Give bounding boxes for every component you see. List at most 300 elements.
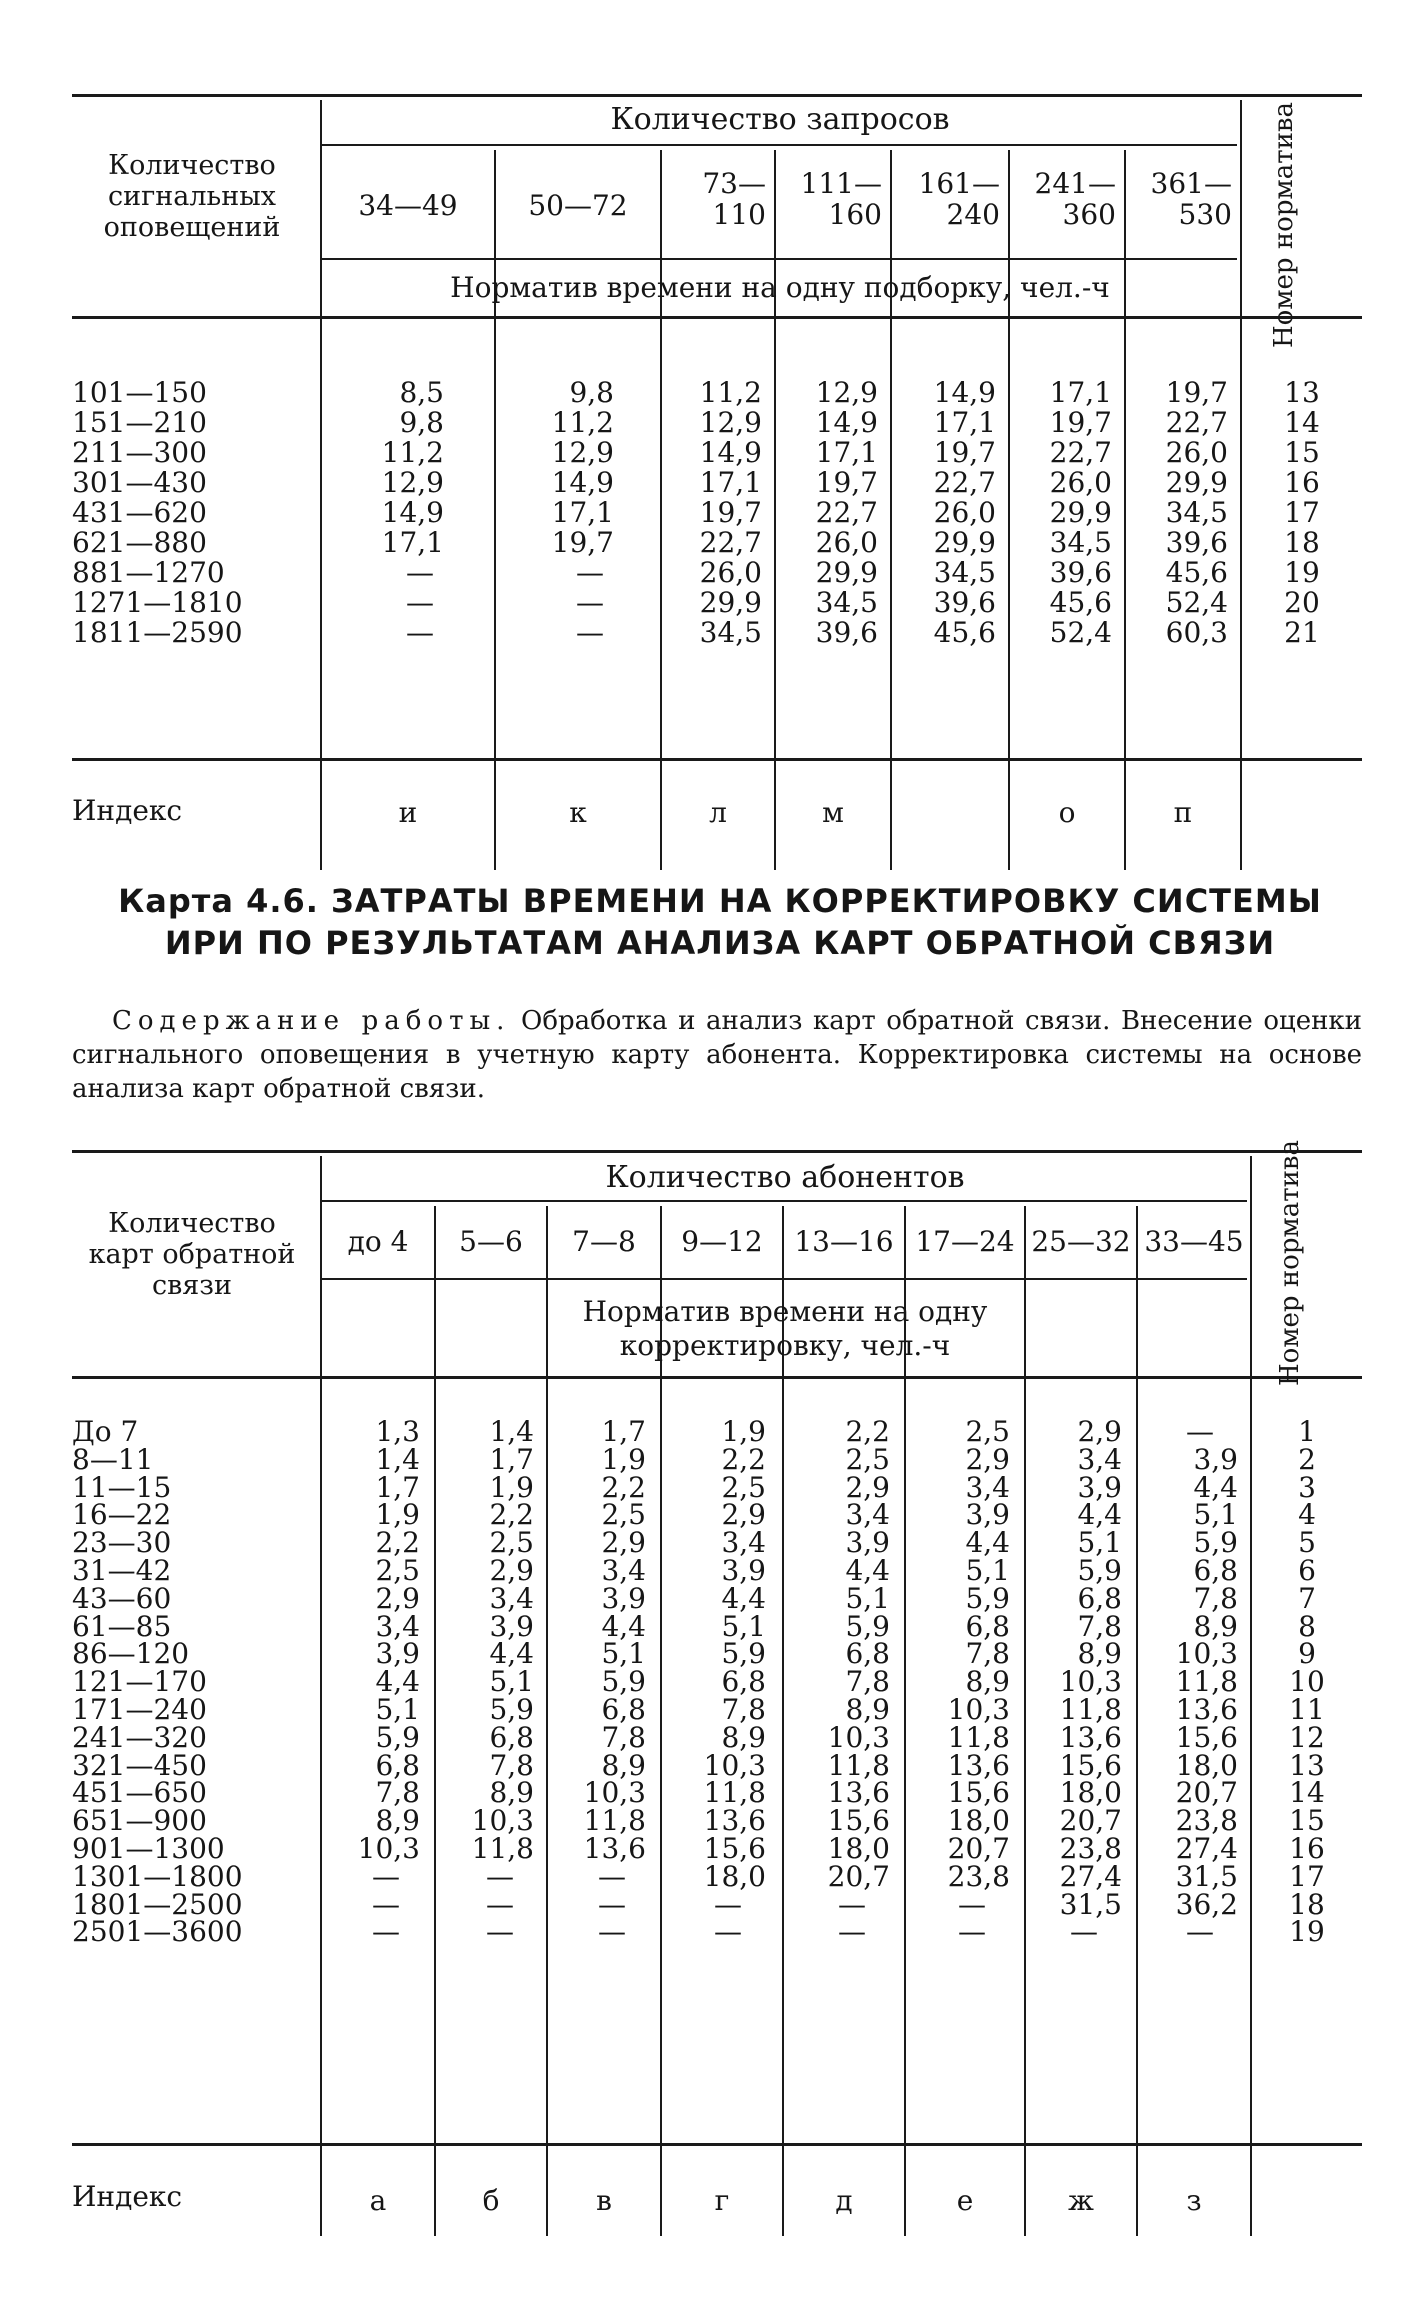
subheader: Норматив времени на одну подборку, чел.-ч xyxy=(450,271,1110,304)
norm-number: 15 xyxy=(1284,436,1320,469)
col-header-3: 7—8 xyxy=(572,1225,636,1258)
cell: 8,9 xyxy=(1193,1609,1238,1643)
cell: — xyxy=(598,1887,626,1921)
norm-number: 14 xyxy=(1289,1776,1325,1810)
cell: 1,9 xyxy=(375,1498,420,1532)
cell: 11,8 xyxy=(1059,1692,1122,1726)
cell: 4,4 xyxy=(1077,1498,1122,1532)
cell: 2,2 xyxy=(375,1526,420,1560)
cell: 52,4 xyxy=(1049,616,1112,649)
cell: 19,7 xyxy=(551,526,614,559)
norm-number: 19 xyxy=(1289,1915,1325,1949)
rule-index xyxy=(72,2143,1362,2146)
cell: 9,8 xyxy=(399,406,444,439)
cell: 5,1 xyxy=(375,1692,420,1726)
cell: 15,6 xyxy=(1059,1748,1122,1782)
index-label: Индекс xyxy=(72,794,183,827)
cell: 31,5 xyxy=(1059,1887,1122,1921)
card-title-line-1: Карта 4.6. ЗАТРАТЫ ВРЕМЕНИ НА КОРРЕКТИРОВКУ СИСТЕМЫ xyxy=(118,882,1322,920)
cell: 10,3 xyxy=(583,1776,646,1810)
cell: — xyxy=(406,556,434,589)
cell: 7,8 xyxy=(845,1665,890,1699)
cell: — xyxy=(1070,1915,1098,1949)
norm-number: 5 xyxy=(1298,1526,1316,1560)
cell: 4,4 xyxy=(1193,1470,1238,1504)
cell: 17,1 xyxy=(1049,376,1112,409)
row-label: 1301—1800 xyxy=(72,1859,243,1893)
norm-number: 15 xyxy=(1289,1804,1325,1838)
cell: 29,9 xyxy=(815,556,878,589)
cell: 1,9 xyxy=(601,1442,646,1476)
cell: 5,1 xyxy=(1193,1498,1238,1532)
row-label: 301—430 xyxy=(72,466,207,499)
row-label: 1801—2500 xyxy=(72,1887,243,1921)
norm-number: 14 xyxy=(1284,406,1320,439)
cell: 3,4 xyxy=(721,1526,766,1560)
norm-number: 16 xyxy=(1289,1831,1325,1865)
cell: — xyxy=(406,586,434,619)
row-label: 23—30 xyxy=(72,1526,172,1560)
norm-number: 18 xyxy=(1284,526,1320,559)
col-header-6: 241—360 xyxy=(1034,167,1116,231)
rule-cols xyxy=(322,258,1237,260)
cell: 6,8 xyxy=(965,1609,1010,1643)
cell: 10,3 xyxy=(471,1804,534,1838)
cell: 18,0 xyxy=(947,1804,1010,1838)
cell: — xyxy=(576,556,604,589)
row-label: 451—650 xyxy=(72,1776,207,1810)
index-value: п xyxy=(1173,796,1193,829)
index-value: б xyxy=(482,2184,500,2217)
cell: 3,9 xyxy=(1077,1470,1122,1504)
cell: 39,6 xyxy=(933,586,996,619)
index-label: Индекс xyxy=(72,2180,183,2213)
cell: 6,8 xyxy=(1077,1581,1122,1615)
cell: 5,1 xyxy=(601,1637,646,1671)
norm-number: 12 xyxy=(1289,1720,1325,1754)
col-4 xyxy=(776,378,878,648)
cell: — xyxy=(576,616,604,649)
cell: — xyxy=(372,1859,400,1893)
cell: 17,1 xyxy=(381,526,444,559)
cell: 2,9 xyxy=(375,1581,420,1615)
cell: 1,3 xyxy=(375,1415,420,1448)
cell: 8,9 xyxy=(489,1776,534,1810)
cell: 4,4 xyxy=(489,1637,534,1671)
cell: 11,8 xyxy=(583,1804,646,1838)
cell: 5,9 xyxy=(1193,1526,1238,1560)
cell: 3,9 xyxy=(965,1498,1010,1532)
norm-column xyxy=(1242,378,1362,648)
col-3 xyxy=(662,378,762,648)
cell: 11,8 xyxy=(947,1720,1010,1754)
row-label: 121—170 xyxy=(72,1665,207,1699)
cell: 4,4 xyxy=(375,1665,420,1699)
norm-number: 3 xyxy=(1298,1470,1316,1504)
cell: 7,8 xyxy=(489,1748,534,1782)
cell: 34,5 xyxy=(815,586,878,619)
cell: 13,6 xyxy=(1059,1720,1122,1754)
cell: 6,8 xyxy=(375,1748,420,1782)
cell: 15,6 xyxy=(703,1831,766,1865)
content-paragraph xyxy=(72,1004,1362,1106)
col-3 xyxy=(548,1415,646,1949)
cell: 5,9 xyxy=(489,1692,534,1726)
cell: 7,8 xyxy=(375,1776,420,1810)
cell: 15,6 xyxy=(827,1804,890,1838)
cell: 2,9 xyxy=(845,1470,890,1504)
index-value: е xyxy=(956,2184,974,2217)
cell: 19,7 xyxy=(1165,376,1228,409)
cell: 3,9 xyxy=(489,1609,534,1643)
cell: 22,7 xyxy=(1165,406,1228,439)
cell: 2,9 xyxy=(601,1526,646,1560)
row-label: 621—880 xyxy=(72,526,207,559)
norm-number: 21 xyxy=(1284,616,1320,649)
cell: 3,9 xyxy=(601,1581,646,1615)
row-label: 901—1300 xyxy=(72,1831,225,1865)
row-label: 31—42 xyxy=(72,1553,172,1587)
cell: 34,5 xyxy=(1049,526,1112,559)
norm-number: 10 xyxy=(1289,1665,1325,1699)
cell: 3,9 xyxy=(375,1637,420,1671)
index-value: к xyxy=(569,796,587,829)
cell: 5,9 xyxy=(721,1637,766,1671)
cell: 18,0 xyxy=(703,1859,766,1893)
cell: 26,0 xyxy=(699,556,762,589)
cell: 29,9 xyxy=(933,526,996,559)
cell: 18,0 xyxy=(1175,1748,1238,1782)
row-label: 1271—1810 xyxy=(72,586,243,619)
cell: 12,9 xyxy=(815,376,878,409)
cell: 12,9 xyxy=(381,466,444,499)
cell: 23,8 xyxy=(1175,1804,1238,1838)
norm-header: Номер норматива xyxy=(1275,1139,1305,1386)
cell: 29,9 xyxy=(699,586,762,619)
col-header-5: 13—16 xyxy=(794,1225,894,1258)
cell: 14,9 xyxy=(933,376,996,409)
cell: 15,6 xyxy=(1175,1720,1238,1754)
col-header-5: 161—240 xyxy=(918,167,1000,231)
cell: 2,9 xyxy=(721,1498,766,1532)
norm-header: Номер норматива xyxy=(1269,101,1299,348)
cell: 10,3 xyxy=(703,1748,766,1782)
cell: — xyxy=(486,1859,514,1893)
row-label: 61—85 xyxy=(72,1609,172,1643)
cell: 7,8 xyxy=(1077,1609,1122,1643)
row-label: 43—60 xyxy=(72,1581,172,1615)
row-label: 431—620 xyxy=(72,496,207,529)
cell: 18,0 xyxy=(827,1831,890,1865)
row-label: 86—120 xyxy=(72,1637,190,1671)
cell: 5,1 xyxy=(845,1581,890,1615)
cell: 3,9 xyxy=(721,1553,766,1587)
cell: — xyxy=(838,1915,866,1949)
col-2 xyxy=(496,378,614,648)
cell: 20,7 xyxy=(827,1859,890,1893)
cell: — xyxy=(714,1915,742,1949)
cell: 5,9 xyxy=(1077,1553,1122,1587)
cell: 36,2 xyxy=(1175,1887,1238,1921)
cell: 45,6 xyxy=(1049,586,1112,619)
cell: 12,9 xyxy=(699,406,762,439)
cell: 4,4 xyxy=(601,1609,646,1643)
cell: 5,1 xyxy=(489,1665,534,1699)
content-label: Содержание работы. xyxy=(112,1006,511,1036)
cell: 2,5 xyxy=(965,1415,1010,1448)
cell: 5,1 xyxy=(721,1609,766,1643)
row-label: 151—210 xyxy=(72,406,207,439)
cell: 1,7 xyxy=(489,1442,534,1476)
cell: 5,1 xyxy=(1077,1526,1122,1560)
col-6 xyxy=(906,1415,1010,1949)
row-labels xyxy=(72,1415,243,1949)
cell: — xyxy=(1186,1915,1214,1949)
cell: 1,4 xyxy=(489,1415,534,1448)
cell: 18,0 xyxy=(1059,1776,1122,1810)
cell: 17,1 xyxy=(933,406,996,439)
norm-number: 9 xyxy=(1298,1637,1316,1671)
cell: 6,8 xyxy=(489,1720,534,1754)
cell: 5,9 xyxy=(375,1720,420,1754)
cell: 27,4 xyxy=(1175,1831,1238,1865)
cell: 20,7 xyxy=(1175,1776,1238,1810)
rule-header-bottom xyxy=(72,316,1362,319)
rule-group xyxy=(322,144,1237,146)
col-1 xyxy=(322,378,444,648)
cell: — xyxy=(598,1915,626,1949)
cell: 26,0 xyxy=(933,496,996,529)
col-header-7: 361—530 xyxy=(1150,167,1232,231)
col-header-1: до 4 xyxy=(347,1225,409,1258)
cell: 14,9 xyxy=(551,466,614,499)
cell: 11,2 xyxy=(551,406,614,439)
row-label: 881—1270 xyxy=(72,556,225,589)
cell: 23,8 xyxy=(1059,1831,1122,1865)
norm-number: 19 xyxy=(1284,556,1320,589)
cell: 3,4 xyxy=(601,1553,646,1587)
cell: — xyxy=(406,616,434,649)
col-7 xyxy=(1026,1415,1122,1949)
cell: 8,9 xyxy=(845,1692,890,1726)
cell: 22,7 xyxy=(815,496,878,529)
subheader-line-1: Норматив времени на одну xyxy=(582,1295,988,1328)
cell: 2,2 xyxy=(601,1470,646,1504)
cell: 13,6 xyxy=(703,1804,766,1838)
row-label: 101—150 xyxy=(72,376,207,409)
cell: 7,8 xyxy=(601,1720,646,1754)
cell: 3,9 xyxy=(1193,1442,1238,1476)
cell: 23,8 xyxy=(947,1859,1010,1893)
cell: 2,5 xyxy=(375,1553,420,1587)
content-text: Обработка и анализ карт обратной связи. Внесение оценки сигнального оповещения в учетную карту абонента. Корректировка системы на основе анализа карт обратной связи. xyxy=(72,1006,1363,1104)
index-value: л xyxy=(709,796,727,829)
cell: 7,8 xyxy=(1193,1581,1238,1615)
cell: 8,5 xyxy=(399,376,444,409)
norm-number: 13 xyxy=(1284,376,1320,409)
index-value: ж xyxy=(1068,2184,1094,2217)
col-6 xyxy=(1010,378,1112,648)
norm-number: 13 xyxy=(1289,1748,1325,1782)
rule-group xyxy=(322,1200,1247,1202)
norm-number: 17 xyxy=(1289,1859,1325,1893)
cell: 19,7 xyxy=(1049,406,1112,439)
index-value: о xyxy=(1058,796,1076,829)
cell: 19,7 xyxy=(933,436,996,469)
rule-header-bottom xyxy=(72,1376,1362,1379)
cell: 19,7 xyxy=(815,466,878,499)
cell: 3,4 xyxy=(489,1581,534,1615)
row-label: 651—900 xyxy=(72,1804,207,1838)
cell: 3,9 xyxy=(845,1526,890,1560)
cell: 13,6 xyxy=(827,1776,890,1810)
cell: 10,3 xyxy=(1059,1665,1122,1699)
cell: 1,9 xyxy=(721,1415,766,1448)
cell: 11,2 xyxy=(381,436,444,469)
cell: 34,5 xyxy=(699,616,762,649)
cell: 2,9 xyxy=(965,1442,1010,1476)
cell: 6,8 xyxy=(1193,1553,1238,1587)
cell: 11,8 xyxy=(827,1748,890,1782)
cell: 2,5 xyxy=(489,1526,534,1560)
cell: — xyxy=(576,586,604,619)
cell: 2,5 xyxy=(601,1498,646,1532)
cell: 14,9 xyxy=(815,406,878,439)
cell: — xyxy=(598,1859,626,1893)
cell: 45,6 xyxy=(1165,556,1228,589)
norm-number: 2 xyxy=(1298,1442,1316,1476)
norm-number: 11 xyxy=(1289,1692,1325,1726)
cell: 22,7 xyxy=(699,526,762,559)
cell: 17,1 xyxy=(815,436,878,469)
cell: 7,8 xyxy=(965,1637,1010,1671)
norm-number: 17 xyxy=(1284,496,1320,529)
cell: 2,2 xyxy=(721,1442,766,1476)
rule-top xyxy=(72,94,1362,97)
cell: 11,8 xyxy=(703,1776,766,1810)
norm-number: 18 xyxy=(1289,1887,1325,1921)
cell: 13,6 xyxy=(1175,1692,1238,1726)
norm-number: 20 xyxy=(1284,586,1320,619)
index-value: з xyxy=(1186,2184,1202,2217)
cell: 8,9 xyxy=(601,1748,646,1782)
col-header-2: 5—6 xyxy=(459,1225,523,1258)
row-label: 321—450 xyxy=(72,1748,207,1782)
cell: 17,1 xyxy=(699,466,762,499)
cell: — xyxy=(958,1915,986,1949)
col-4 xyxy=(662,1415,766,1949)
cell: 4,4 xyxy=(965,1526,1010,1560)
cell: 3,4 xyxy=(965,1470,1010,1504)
cell: 27,4 xyxy=(1059,1859,1122,1893)
row-header: Количество сигнальных оповещений xyxy=(103,150,281,243)
cell: 39,6 xyxy=(815,616,878,649)
col-1 xyxy=(322,1415,420,1949)
cell: 14,9 xyxy=(699,436,762,469)
col-header-6: 17—24 xyxy=(915,1225,1015,1258)
norm-number: 7 xyxy=(1298,1581,1316,1615)
norm-number: 4 xyxy=(1298,1498,1316,1532)
row-labels xyxy=(72,378,243,648)
row-label: 11—15 xyxy=(72,1470,172,1504)
cell: 11,8 xyxy=(471,1831,534,1865)
group-header: Количество запросов xyxy=(610,102,950,137)
cell: 11,8 xyxy=(1175,1665,1238,1699)
cell: 5,9 xyxy=(845,1609,890,1643)
cell: — xyxy=(372,1915,400,1949)
col-header-1: 34—49 xyxy=(358,189,458,222)
cell: — xyxy=(486,1915,514,1949)
index-value: г xyxy=(714,2184,730,2217)
cell: 5,1 xyxy=(965,1553,1010,1587)
cell: 15,6 xyxy=(947,1776,1010,1810)
group-header: Количество абонентов xyxy=(605,1160,965,1195)
norm-number: 6 xyxy=(1298,1553,1316,1587)
cell: 13,6 xyxy=(583,1831,646,1865)
cell: 5,9 xyxy=(601,1665,646,1699)
row-label: 1811—2590 xyxy=(72,616,243,649)
cell: — xyxy=(838,1887,866,1921)
cell: 8,9 xyxy=(721,1720,766,1754)
cell: 12,9 xyxy=(551,436,614,469)
col-header-4: 111—160 xyxy=(800,167,882,231)
cell: 2,5 xyxy=(845,1442,890,1476)
index-value: и xyxy=(398,796,418,829)
norm-number: 8 xyxy=(1298,1609,1316,1643)
col-5 xyxy=(784,1415,890,1949)
col-header-8: 33—45 xyxy=(1144,1225,1244,1258)
cell: 6,8 xyxy=(601,1692,646,1726)
cell: 39,6 xyxy=(1165,526,1228,559)
cell: 2,2 xyxy=(845,1415,890,1448)
row-label: До 7 xyxy=(72,1415,139,1448)
cell: 17,1 xyxy=(551,496,614,529)
cell: 7,8 xyxy=(721,1692,766,1726)
cell: 45,6 xyxy=(933,616,996,649)
cell: 9,8 xyxy=(569,376,614,409)
cell: 3,4 xyxy=(845,1498,890,1532)
cell: 11,2 xyxy=(699,376,762,409)
norm-number: 1 xyxy=(1298,1415,1316,1448)
cell: — xyxy=(372,1887,400,1921)
cell: 5,9 xyxy=(965,1581,1010,1615)
cell: 3,4 xyxy=(1077,1442,1122,1476)
index-value: м xyxy=(822,796,844,829)
cell: 13,6 xyxy=(947,1748,1010,1782)
cell: 31,5 xyxy=(1175,1859,1238,1893)
cell: 10,3 xyxy=(357,1831,420,1865)
cell: 26,0 xyxy=(1049,466,1112,499)
col-header-4: 9—12 xyxy=(681,1225,763,1258)
cell: 8,9 xyxy=(965,1665,1010,1699)
cell: 4,4 xyxy=(845,1553,890,1587)
cell: 20,7 xyxy=(1059,1804,1122,1838)
cell: 14,9 xyxy=(381,496,444,529)
col-header-3: 73—110 xyxy=(702,167,766,231)
cell: 8,9 xyxy=(1077,1637,1122,1671)
rule-top xyxy=(72,1150,1362,1153)
row-label: 211—300 xyxy=(72,436,207,469)
cell: 29,9 xyxy=(1049,496,1112,529)
row-label: 8—11 xyxy=(72,1442,154,1476)
cell: 2,5 xyxy=(721,1470,766,1504)
col-header-2: 50—72 xyxy=(528,189,628,222)
cell: 29,9 xyxy=(1165,466,1228,499)
cell: — xyxy=(714,1887,742,1921)
cell: 20,7 xyxy=(947,1831,1010,1865)
cell: 4,4 xyxy=(721,1581,766,1615)
cell: — xyxy=(1186,1415,1214,1448)
